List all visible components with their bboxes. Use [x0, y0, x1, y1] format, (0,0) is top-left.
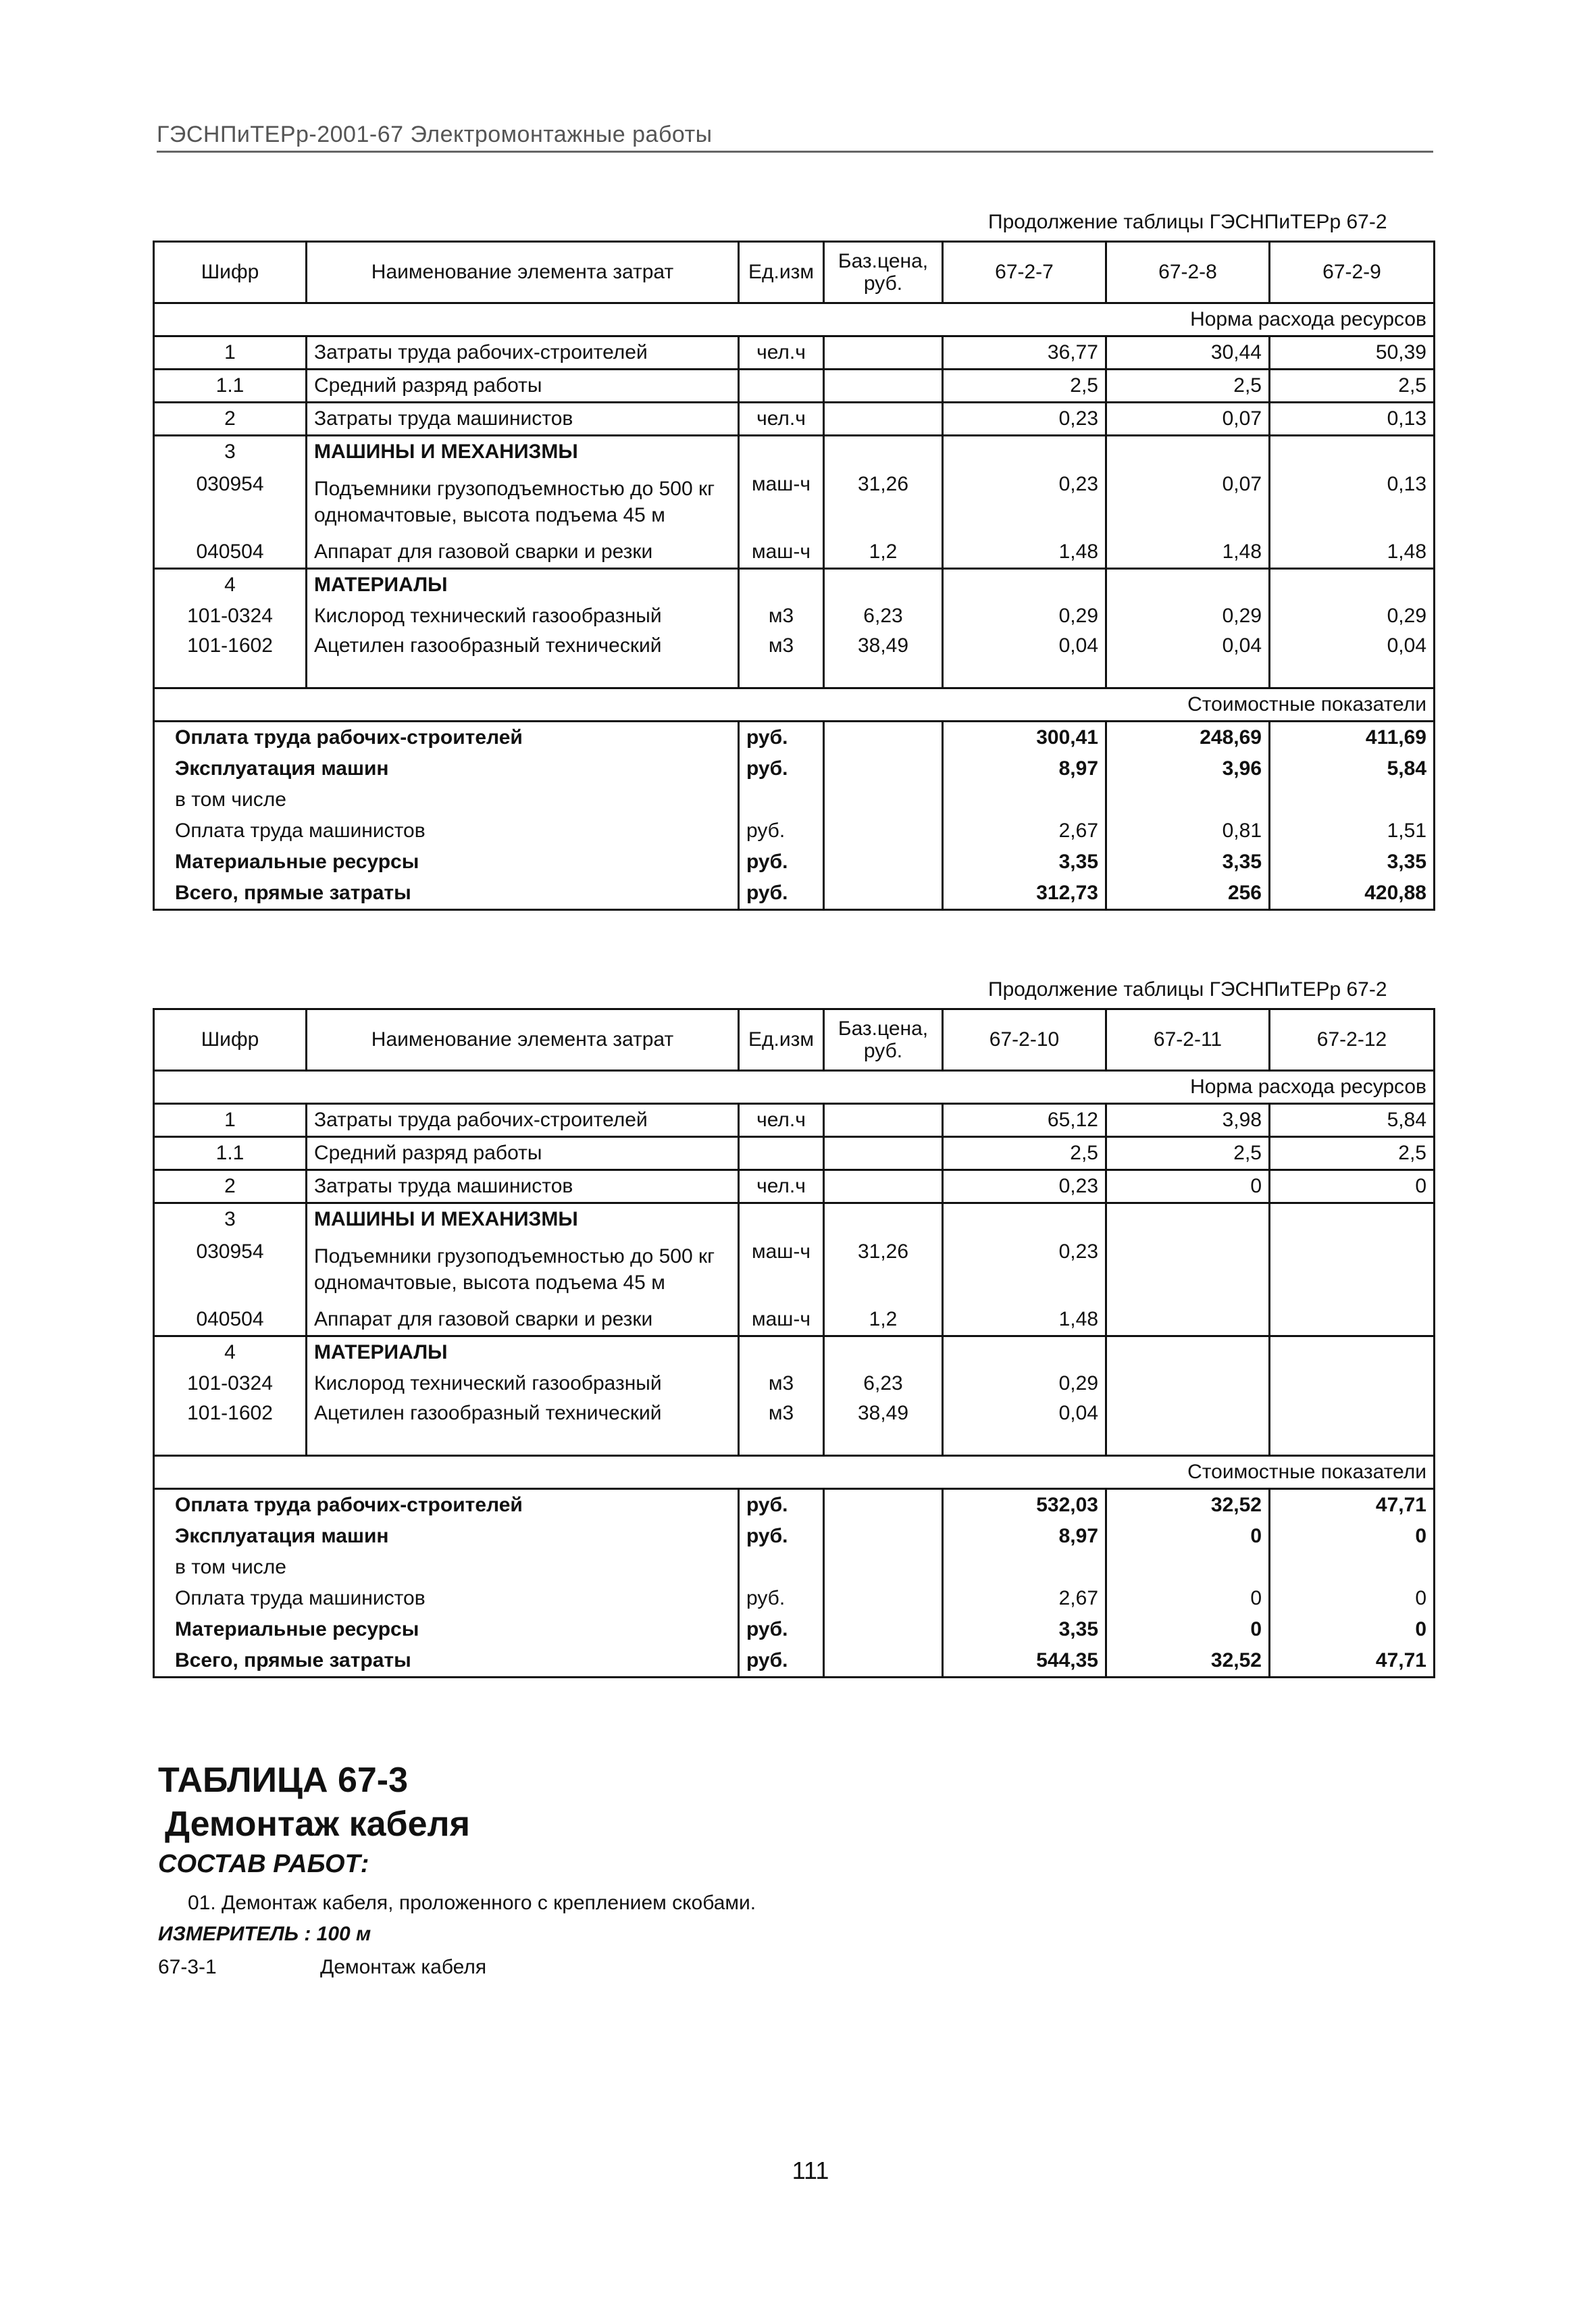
composition-item: 01. Демонтаж кабеля, проложенного с креплением скобами.	[188, 1892, 756, 1914]
row-price: 6,23	[824, 601, 943, 632]
row-value: 0,23	[943, 403, 1106, 436]
row-unit: м3	[739, 632, 824, 688]
row-name: Кислород технический газообразный	[307, 1368, 739, 1399]
cost-value	[1106, 784, 1270, 815]
row-value: 65,12	[943, 1104, 1106, 1137]
header-col-1: 67-2-7	[943, 242, 1106, 303]
cost-value: 3,35	[1106, 847, 1270, 878]
row-value: 0,07	[1106, 468, 1270, 536]
cost-name: в том числе	[154, 1552, 739, 1583]
table-row	[154, 1137, 1435, 1170]
cost-value: 8,97	[943, 1521, 1106, 1552]
row-value	[1270, 569, 1435, 601]
row-name: Кислород технический газообразный	[307, 601, 739, 632]
row-code: 1.1	[154, 1137, 307, 1170]
cost-row	[154, 1645, 1435, 1678]
row-value: 2,5	[1270, 1137, 1435, 1170]
row-code: 101-0324	[154, 1368, 307, 1399]
row-code: 101-0324	[154, 601, 307, 632]
header-price-line1: Баз.цена,	[838, 250, 929, 272]
row-code: 030954	[154, 1235, 307, 1304]
norm-label-row	[154, 303, 1435, 336]
row-name: Затраты труда машинистов	[307, 1170, 739, 1203]
row-value: 0,23	[943, 468, 1106, 536]
norm-label-row	[154, 1071, 1435, 1104]
continuation-caption: Продолжение таблицы ГЭСНПиТЕРр 67-2	[988, 978, 1387, 1001]
header-price-line2: руб.	[863, 1040, 903, 1062]
cost-row	[154, 1552, 1435, 1583]
header-code: Шифр	[154, 1009, 307, 1071]
row-unit	[739, 1203, 824, 1236]
row-value: 1,48	[1270, 536, 1435, 569]
norms-table	[153, 1008, 1435, 1678]
table-row	[154, 1336, 1435, 1369]
row-value: 0,29	[943, 1368, 1106, 1399]
row-value	[943, 1336, 1106, 1369]
table-row	[154, 1368, 1435, 1399]
row-value: 2,5	[1106, 1137, 1270, 1170]
cost-value: 532,03	[943, 1489, 1106, 1521]
row-value: 50,39	[1270, 336, 1435, 370]
row-code: 101-1602	[154, 632, 307, 688]
header-price-line2: руб.	[863, 272, 903, 295]
table-row	[154, 403, 1435, 436]
row-code: 101-1602	[154, 1399, 307, 1456]
table-row	[154, 1304, 1435, 1336]
cost-label-row	[154, 688, 1435, 722]
row-value: 1,48	[943, 536, 1106, 569]
cost-value: 2,67	[943, 815, 1106, 847]
cost-unit: руб.	[739, 753, 824, 784]
row-value: 2,5	[1106, 370, 1270, 403]
row-unit: маш-ч	[739, 536, 824, 569]
row-price	[824, 403, 943, 436]
row-value	[1106, 1304, 1270, 1336]
row-value	[1270, 436, 1435, 468]
cost-name: Материальные ресурсы	[154, 847, 739, 878]
cost-value: 3,96	[1106, 753, 1270, 784]
header-col-1: 67-2-10	[943, 1009, 1106, 1071]
row-value	[1106, 1399, 1270, 1456]
cost-value: 1,51	[1270, 815, 1435, 847]
cost-value: 300,41	[943, 722, 1106, 754]
row-code: 040504	[154, 536, 307, 569]
table-row	[154, 601, 1435, 632]
cost-row	[154, 753, 1435, 784]
row-value	[943, 436, 1106, 468]
row-name: Подъемники грузоподъемностью до 500 кг одномачтовые, высота подъема 45 м	[307, 1235, 739, 1304]
row-name: МАШИНЫ И МЕХАНИЗМЫ	[307, 436, 739, 468]
cost-price	[824, 1552, 943, 1583]
row-unit	[739, 436, 824, 468]
norm-code-name: Демонтаж кабеля	[320, 1956, 487, 1978]
header-name: Наименование элемента затрат	[307, 1009, 739, 1071]
row-value: 2,5	[943, 1137, 1106, 1170]
cost-price	[824, 815, 943, 847]
cost-row	[154, 1489, 1435, 1521]
header-col-2: 67-2-8	[1106, 242, 1270, 303]
cost-value: 0	[1106, 1614, 1270, 1645]
cost-unit	[739, 784, 824, 815]
measure-label: ИЗМЕРИТЕЛЬ : 100 м	[158, 1923, 371, 1945]
row-code: 030954	[154, 468, 307, 536]
table-row	[154, 1399, 1435, 1456]
norm-label: Норма расхода ресурсов	[154, 1071, 1435, 1104]
row-price	[824, 1170, 943, 1203]
cost-row	[154, 1521, 1435, 1552]
cost-name: Оплата труда рабочих-строителей	[154, 1489, 739, 1521]
row-value	[1106, 1368, 1270, 1399]
cost-value: 47,71	[1270, 1645, 1435, 1678]
row-value: 36,77	[943, 336, 1106, 370]
row-value	[1270, 1399, 1435, 1456]
cost-name: Всего, прямые затраты	[154, 1645, 739, 1678]
row-value: 1,48	[1106, 536, 1270, 569]
row-value: 0,23	[943, 1170, 1106, 1203]
cost-value: 32,52	[1106, 1645, 1270, 1678]
cost-value: 312,73	[943, 878, 1106, 910]
norms-table	[153, 241, 1435, 911]
row-unit: чел.ч	[739, 1170, 824, 1203]
header-unit: Ед.изм	[739, 242, 824, 303]
row-price: 31,26	[824, 1235, 943, 1304]
header-code: Шифр	[154, 242, 307, 303]
cost-value: 3,35	[943, 1614, 1106, 1645]
row-name: Ацетилен газообразный технический	[307, 1399, 739, 1456]
cost-unit	[739, 1552, 824, 1583]
row-value: 3,98	[1106, 1104, 1270, 1137]
row-price	[824, 1203, 943, 1236]
cost-price	[824, 1583, 943, 1614]
cost-name: Оплата труда машинистов	[154, 1583, 739, 1614]
row-value	[1270, 1336, 1435, 1369]
cost-unit: руб.	[739, 1583, 824, 1614]
row-name: Затраты труда рабочих-строителей	[307, 1104, 739, 1137]
row-unit: маш-ч	[739, 1304, 824, 1336]
row-unit: чел.ч	[739, 336, 824, 370]
cost-unit: руб.	[739, 722, 824, 754]
table-row	[154, 1170, 1435, 1203]
cost-name: Эксплуатация машин	[154, 1521, 739, 1552]
row-value	[1106, 436, 1270, 468]
cost-price	[824, 1614, 943, 1645]
cost-value: 3,35	[1270, 847, 1435, 878]
cost-value	[943, 1552, 1106, 1583]
cost-price	[824, 722, 943, 754]
cost-unit: руб.	[739, 1614, 824, 1645]
cost-value	[1270, 1552, 1435, 1583]
row-price: 6,23	[824, 1368, 943, 1399]
row-name: Затраты труда рабочих-строителей	[307, 336, 739, 370]
cost-value	[1106, 1552, 1270, 1583]
row-value	[1270, 1203, 1435, 1236]
cost-price	[824, 784, 943, 815]
row-value: 0	[1106, 1170, 1270, 1203]
row-value: 0,07	[1106, 403, 1270, 436]
section-title: ТАБЛИЦА 67-3	[158, 1761, 409, 1800]
row-name: Аппарат для газовой сварки и резки	[307, 536, 739, 569]
row-unit: чел.ч	[739, 403, 824, 436]
cost-label-row	[154, 1456, 1435, 1489]
row-price: 1,2	[824, 536, 943, 569]
cost-unit: руб.	[739, 1489, 824, 1521]
row-value: 0	[1270, 1170, 1435, 1203]
row-name: Подъемники грузоподъемностью до 500 кг одномачтовые, высота подъема 45 м	[307, 468, 739, 536]
row-value	[1270, 1368, 1435, 1399]
cost-value: 2,67	[943, 1583, 1106, 1614]
row-name: Ацетилен газообразный технический	[307, 632, 739, 688]
row-value	[1106, 569, 1270, 601]
cost-value: 32,52	[1106, 1489, 1270, 1521]
cost-unit: руб.	[739, 847, 824, 878]
row-value: 1,48	[943, 1304, 1106, 1336]
row-value	[943, 1203, 1106, 1236]
row-price	[824, 436, 943, 468]
row-value	[1270, 1235, 1435, 1304]
row-price: 1,2	[824, 1304, 943, 1336]
table-header-row	[154, 242, 1435, 303]
table-row	[154, 1203, 1435, 1236]
row-value	[1106, 1235, 1270, 1304]
row-unit: м3	[739, 601, 824, 632]
row-value: 2,5	[1270, 370, 1435, 403]
cost-value: 0	[1270, 1521, 1435, 1552]
cost-name: в том числе	[154, 784, 739, 815]
cost-name: Оплата труда рабочих-строителей	[154, 722, 739, 754]
cost-value: 248,69	[1106, 722, 1270, 754]
row-unit	[739, 370, 824, 403]
row-name: МАТЕРИАЛЫ	[307, 569, 739, 601]
row-unit: чел.ч	[739, 1104, 824, 1137]
header-col-3: 67-2-12	[1270, 1009, 1435, 1071]
continuation-caption: Продолжение таблицы ГЭСНПиТЕРр 67-2	[988, 211, 1387, 233]
section-subtitle: Демонтаж кабеля	[165, 1805, 470, 1844]
row-price: 38,49	[824, 632, 943, 688]
cost-value	[1270, 784, 1435, 815]
row-value: 5,84	[1270, 1104, 1435, 1137]
row-code: 2	[154, 403, 307, 436]
row-name: Аппарат для газовой сварки и резки	[307, 1304, 739, 1336]
row-value	[1270, 1304, 1435, 1336]
row-value: 0,13	[1270, 403, 1435, 436]
header-col-2: 67-2-11	[1106, 1009, 1270, 1071]
row-name: Средний разряд работы	[307, 1137, 739, 1170]
table-row	[154, 536, 1435, 569]
cost-value: 0,81	[1106, 815, 1270, 847]
header-price-line1: Баз.цена,	[838, 1017, 929, 1040]
row-value: 30,44	[1106, 336, 1270, 370]
table-row	[154, 1235, 1435, 1304]
table-row	[154, 436, 1435, 468]
cost-name: Всего, прямые затраты	[154, 878, 739, 910]
cost-row	[154, 878, 1435, 910]
table-row	[154, 569, 1435, 601]
row-unit: маш-ч	[739, 468, 824, 536]
row-price	[824, 1104, 943, 1137]
header-price	[824, 1009, 943, 1071]
row-value: 2,5	[943, 370, 1106, 403]
row-code: 1.1	[154, 370, 307, 403]
row-name: МАШИНЫ И МЕХАНИЗМЫ	[307, 1203, 739, 1236]
table-row	[154, 1104, 1435, 1137]
row-unit: м3	[739, 1368, 824, 1399]
table-row	[154, 632, 1435, 688]
header-col-3: 67-2-9	[1270, 242, 1435, 303]
cost-row	[154, 815, 1435, 847]
cost-value: 0	[1270, 1583, 1435, 1614]
cost-value: 256	[1106, 878, 1270, 910]
header-name: Наименование элемента затрат	[307, 242, 739, 303]
cost-row	[154, 722, 1435, 754]
cost-price	[824, 847, 943, 878]
row-price: 31,26	[824, 468, 943, 536]
row-code: 2	[154, 1170, 307, 1203]
cost-unit: руб.	[739, 815, 824, 847]
cost-row	[154, 784, 1435, 815]
header-unit: Ед.изм	[739, 1009, 824, 1071]
row-price	[824, 1336, 943, 1369]
cost-name: Оплата труда машинистов	[154, 815, 739, 847]
row-unit: маш-ч	[739, 1235, 824, 1304]
cost-value	[943, 784, 1106, 815]
cost-unit: руб.	[739, 1521, 824, 1552]
row-value: 0,29	[943, 601, 1106, 632]
cost-label: Стоимостные показатели	[154, 1456, 1435, 1489]
cost-unit: руб.	[739, 878, 824, 910]
cost-price	[824, 1645, 943, 1678]
row-code: 1	[154, 1104, 307, 1137]
row-value: 0,23	[943, 1235, 1106, 1304]
row-value: 0,04	[943, 632, 1106, 688]
cost-value: 47,71	[1270, 1489, 1435, 1521]
row-value: 0,29	[1106, 601, 1270, 632]
row-unit: м3	[739, 1399, 824, 1456]
cost-unit: руб.	[739, 1645, 824, 1678]
row-value: 0,29	[1270, 601, 1435, 632]
row-unit	[739, 1336, 824, 1369]
row-price	[824, 1137, 943, 1170]
row-value: 0,04	[1270, 632, 1435, 688]
row-code: 1	[154, 336, 307, 370]
cost-row	[154, 847, 1435, 878]
cost-value: 5,84	[1270, 753, 1435, 784]
table-row	[154, 336, 1435, 370]
norm-code: 67-3-1	[158, 1956, 217, 1978]
row-unit	[739, 1137, 824, 1170]
row-value: 0,04	[1106, 632, 1270, 688]
cost-value: 0	[1270, 1614, 1435, 1645]
cost-value: 8,97	[943, 753, 1106, 784]
cost-price	[824, 1489, 943, 1521]
row-price	[824, 370, 943, 403]
row-price	[824, 336, 943, 370]
row-value: 0,13	[1270, 468, 1435, 536]
cost-value: 0	[1106, 1583, 1270, 1614]
row-unit	[739, 569, 824, 601]
table-row	[154, 468, 1435, 536]
cost-value: 420,88	[1270, 878, 1435, 910]
row-code: 040504	[154, 1304, 307, 1336]
row-value: 0,04	[943, 1399, 1106, 1456]
header-price	[824, 242, 943, 303]
cost-row	[154, 1583, 1435, 1614]
row-price: 38,49	[824, 1399, 943, 1456]
row-code: 4	[154, 569, 307, 601]
row-value	[1106, 1203, 1270, 1236]
cost-label: Стоимостные показатели	[154, 688, 1435, 722]
cost-name: Материальные ресурсы	[154, 1614, 739, 1645]
table-header-row	[154, 1009, 1435, 1071]
row-name: Средний разряд работы	[307, 370, 739, 403]
row-value	[1106, 1336, 1270, 1369]
cost-price	[824, 753, 943, 784]
row-name: Затраты труда машинистов	[307, 403, 739, 436]
cost-value: 3,35	[943, 847, 1106, 878]
composition-label: СОСТАВ РАБОТ:	[158, 1850, 369, 1878]
table-row	[154, 370, 1435, 403]
cost-value: 544,35	[943, 1645, 1106, 1678]
cost-name: Эксплуатация машин	[154, 753, 739, 784]
row-code: 3	[154, 1203, 307, 1236]
page-header: ГЭСНПиТЕРр-2001-67 Электромонтажные работы	[157, 122, 1433, 153]
cost-price	[824, 878, 943, 910]
cost-value: 411,69	[1270, 722, 1435, 754]
cost-price	[824, 1521, 943, 1552]
cost-value: 0	[1106, 1521, 1270, 1552]
row-code: 4	[154, 1336, 307, 1369]
row-price	[824, 569, 943, 601]
cost-row	[154, 1614, 1435, 1645]
page-number: 111	[792, 2157, 829, 2184]
row-name: МАТЕРИАЛЫ	[307, 1336, 739, 1369]
row-value	[943, 569, 1106, 601]
row-code: 3	[154, 436, 307, 468]
norm-label: Норма расхода ресурсов	[154, 303, 1435, 336]
